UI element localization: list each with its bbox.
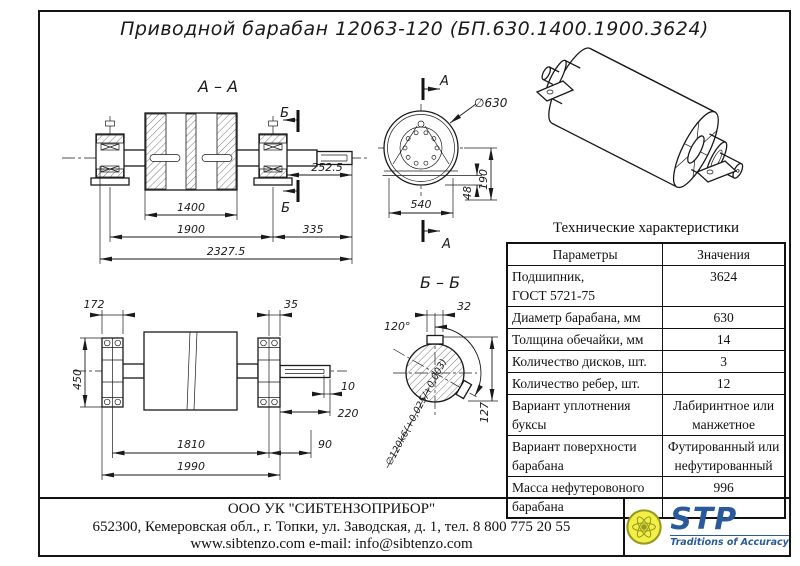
column-values: Значения <box>663 243 785 266</box>
cut-letter-b: Б <box>281 201 290 216</box>
company-web: www.sibtenzo.com e-mail: info@sibtenzo.com <box>190 536 473 552</box>
svg-text:190: 190 <box>477 169 490 190</box>
dimension-220 <box>280 398 359 420</box>
table-row: Толщина обечайки, мм 14 <box>507 329 785 351</box>
svg-text:1810: 1810 <box>177 438 205 451</box>
svg-text:172: 172 <box>83 298 105 311</box>
front-view <box>45 290 375 500</box>
table-row: Количество ребер, шт. 12 <box>507 373 785 395</box>
svg-text:120°: 120° <box>384 320 411 333</box>
svg-text:1990: 1990 <box>177 460 205 473</box>
table-row: Масса нефутеровоного барабана 996 <box>507 477 785 519</box>
bearing-unit-left <box>91 116 129 185</box>
table-row: Диаметр барабана, мм 630 <box>507 307 785 329</box>
cut-marker-a-top <box>423 74 449 100</box>
view-label-b-b: Б – Б <box>419 273 461 292</box>
svg-text:90: 90 <box>318 438 332 451</box>
svg-text:2327.5: 2327.5 <box>206 245 246 258</box>
cut-letter-a: А <box>440 74 449 89</box>
svg-text:1400: 1400 <box>177 201 205 214</box>
svg-text:220: 220 <box>337 407 359 420</box>
svg-text:35: 35 <box>284 298 298 311</box>
svg-text:335: 335 <box>302 223 324 236</box>
company-info <box>40 499 625 555</box>
svg-text:1900: 1900 <box>177 223 205 236</box>
svg-text:∅630: ∅630 <box>474 96 508 110</box>
dimension-450 <box>71 338 102 407</box>
title-block-footer <box>40 497 789 555</box>
drum-body <box>144 332 237 410</box>
stp-wordmark: STP <box>670 502 738 537</box>
svg-text:450: 450 <box>71 369 84 390</box>
section-view-a-a <box>50 60 380 290</box>
cut-letter-b: Б <box>280 106 289 121</box>
pedestal-left <box>102 338 123 407</box>
svg-text:127: 127 <box>478 402 491 423</box>
drum-3d <box>524 34 759 209</box>
svg-text:∅120k6(+0,025/+0,003): ∅120k6(+0,025/+0,003) <box>383 357 450 468</box>
dimension-35 <box>257 298 298 336</box>
drawing-sheet-border <box>38 10 791 557</box>
cut-letter-a: А <box>442 237 451 252</box>
cut-marker-b-top <box>280 106 298 132</box>
section-view-b-b <box>378 268 518 483</box>
svg-text:540: 540 <box>410 198 432 211</box>
cut-marker-a-bottom <box>423 220 451 252</box>
company-address: 652300, Кемеровская обл., г. Топки, ул. Заводская, д. 1, тел. 8 800 775 20 55 <box>92 518 571 535</box>
table-row: Вариант уплотнения буксы Лабиринтное или манжетное <box>507 395 785 436</box>
dimension-1400 <box>145 190 237 220</box>
dimension-1810-90 <box>113 407 333 458</box>
company-name: ООО УК "СИБТЕНЗОПРИБОР" <box>227 501 436 517</box>
isometric-view <box>523 48 778 216</box>
dimension-172 <box>84 298 136 334</box>
table-header-row <box>507 243 785 266</box>
table-row: Вариант поверхности барабана Футированный или нефутированный <box>507 436 785 477</box>
dimension-dia-630 <box>450 96 508 123</box>
dimension-10 <box>314 375 355 398</box>
table-row: Количество дисков, шт. 3 <box>507 351 785 373</box>
column-params: Параметры <box>507 243 663 266</box>
pedestal-right <box>258 338 280 407</box>
specs-panel <box>506 220 786 519</box>
table-row: Подшипник, ГОСТ 5721-75 3624 <box>507 266 785 307</box>
svg-text:32: 32 <box>457 300 471 313</box>
specs-title: Технические характеристики <box>552 220 740 236</box>
stp-logo <box>625 499 789 555</box>
svg-text:48: 48 <box>461 186 474 200</box>
stp-emblem-icon <box>625 508 663 546</box>
end-view <box>370 60 520 280</box>
svg-text:252.5: 252.5 <box>311 161 343 174</box>
dimension-32 <box>415 300 471 332</box>
drum-shell-section <box>145 113 237 190</box>
bearing-unit-right <box>254 116 292 185</box>
view-label-a-a: А – А <box>197 77 239 96</box>
specs-table <box>506 242 786 519</box>
svg-text:10: 10 <box>341 380 355 393</box>
drawing-title: Приводной барабан 12063-120 (БП.630.1400.1900.3624) <box>120 18 709 40</box>
drum-end-face <box>383 111 460 185</box>
stp-tagline: Traditions of Accuracy <box>670 537 789 548</box>
